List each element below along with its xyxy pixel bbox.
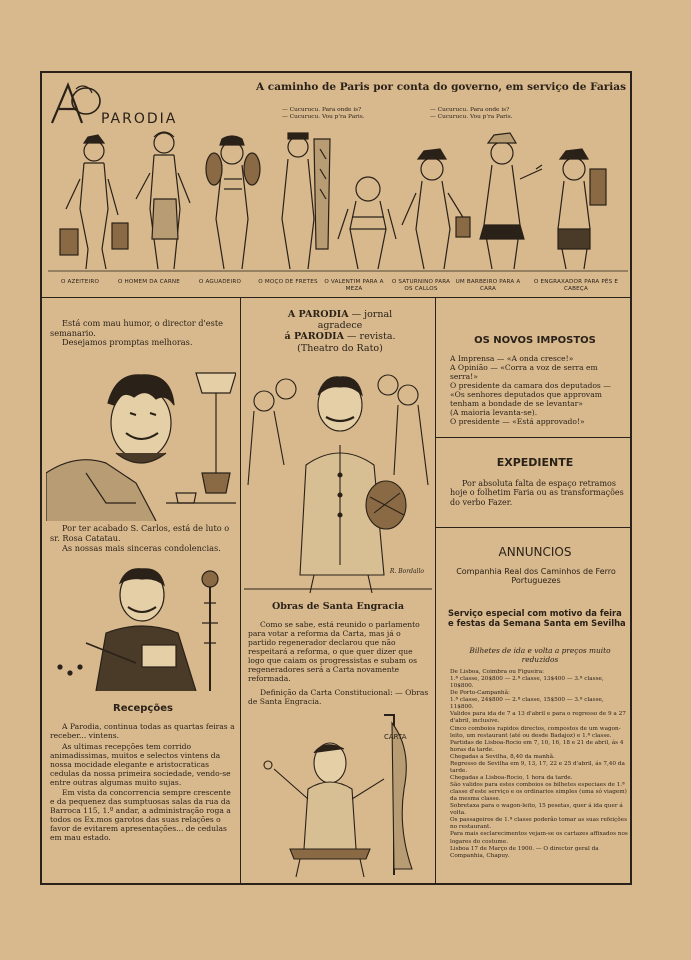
fine-print-line: Cinco comboios rapidos directos, compostos de um wagon-leito, um restaurant (até ou desde Badajoz) e 1.ª classe. [450,725,621,739]
section-divider [435,437,630,438]
thanks-text: agradece [317,320,363,332]
fine-print-line: São validos para estes comboios os bilhetes especiaes de 1.ª classe d'este serviço e os ordinarios simples (uma só viagem) da mesma classe. [450,782,627,803]
caricature-procession [48,129,628,277]
figure-caption: O HOMEM DA CARNE [117,279,181,285]
company-name: Companhia Real dos Caminhos de Ferro Portuguezes [456,567,616,586]
figure-caption: O ENGRAXADOR PARA PÉS E CABEÇA [533,279,619,292]
newspaper-page [40,71,632,885]
parodia-crowd-illustration [244,365,432,595]
fine-print-line: Partidas de Lisboa-Rocio em 7, 10, 16, 18 e 21 de abril, ás 4 horas da tarde. [450,739,624,753]
column-divider [435,297,436,885]
director-illustration [46,353,236,521]
fine-print-line: 1.ª classe, 20$800 — 2.ª classe, 13$400 — 3.ª classe, 10$800. [450,676,604,690]
column-divider [240,297,241,885]
paragraph: A Parodia, continua todas as quartas feiras a receber... vintens. [50,722,235,740]
dialogue-line: — Cucurucu. Vou p'ra Paris. [282,113,365,120]
dialogue-line: — Cucurucu. Vou p'ra Paris. [430,113,513,120]
impostos-title: OS NOVOS IMPOSTOS [474,335,596,346]
fine-print [450,669,628,860]
thanks-text: — jornal [351,309,393,320]
fine-print-line: Chegadas a Sevilha, 8,40 da manhã. [450,753,555,760]
dialogue-line: O presidente da camara dos deputados — «Os senhores deputados que approvam tenham a bondade de se levantar» [450,380,611,408]
carta-illustration [244,709,432,879]
impostos-dialogue [450,355,626,427]
fine-print-line: Lisboa 17 de Março de 1900. — O director geral da Companhia, Chapuy. [450,845,599,859]
theatre-note: (Theatro do Rato) [297,342,383,354]
fine-print-line: Validos para ida de 7 a 13 d'abril e para o regresso de 9 a 27 d'abril, inclusive. [450,711,626,725]
paragraph: Por ter acabado S. Carlos, está de luto o sr. Rosa Catatau. [50,523,230,543]
dialogue-line: — Cucurucu. Para onde is? [430,107,510,113]
thanks-text: — revista. [347,331,396,343]
svg-text:PARODIA: PARODIA [101,111,178,127]
dialogue-line: A Opinião — «Corra a voz de serra em serra!» [450,362,598,381]
parodia-masthead [46,79,196,129]
figure-caption: O MOÇO DE FRETES [258,279,318,285]
masthead-name: A PARODIA [287,309,349,320]
dialogue-line: (A maioria levanta-se). [450,407,538,417]
carta-label: CARTA [384,733,407,741]
paragraph: As ultimas recepções tem corrido animadissimas, muitos e selectos vintens da nossa mocidade elegante e aristocraticas cedulas da nossa primeira sociedade, vendo-se entre outras algumas muito sujas. [50,742,231,787]
santa-engracia-title: Obras de Santa Engracia [271,601,404,612]
service-title: Serviço especial com motivo da feira e festas da Semana Santa em Sevilha [448,608,626,628]
bilhetes-note: Bilhetes de ida e volta a preços muito reduzidos [469,646,611,664]
annuncios-title: ANNUNCIOS [498,545,572,559]
dialogue-line: O presidente — «Está approvado!» [450,416,585,426]
paragraph: Por absoluta falta de espaço retramos hoje o folhetim Faria ou as transformações do verbo Fazer. [450,479,624,507]
paragraph: Definição da Carta Constitucional: — Obras de Santa Engracia. [248,688,429,706]
paragraph: Está com mau humor, o director d'este semanario. [50,318,223,338]
figure-caption: UM BARBEIRO PARA A CARA [455,279,521,292]
paragraph: Como se sabe, está reunido o parlamento para votar a reforma da Carta, mas já o partido regenerador declarou que não respeitará a reforma, o que quer dizer que logo que caiam os progressistas e subam os regeneradores será a Carta novamente reformada. [248,620,420,683]
dialogue-right [430,107,513,121]
fine-print-line: Sobretaxa para o wagon-leito, 15 pesetas, quer á ida quer á volta. [450,803,623,817]
parodia-thanks [248,309,432,354]
fine-print-line: Regresso de Sevilha em 9, 13, 17, 22 e 25 d'abril, ás 7,40 da tarde. [450,760,625,774]
figure-caption: O AZEITEIRO [60,279,100,285]
fine-print-line: De Porto-Campanhã: [450,690,510,697]
rosa-catatau-illustration [46,563,236,691]
figure-caption: O SATURNINO PARA OS CALLOS [391,279,451,292]
paragraph: Em vista da concorrencia sempre crescente e da pequenez das sumptuosas salas da rua da Barroca 115, 1.º andar, a administração roga a todos os Ex.mos garotos das suas relações o favor de evitarem apresentações... de cedulas em mau estado. [50,788,231,842]
recepcoes-title: Recepções [113,703,173,714]
dialogue-left [282,107,365,121]
paragraph: Desejamos promptas melhoras. [62,337,193,347]
masthead-name: á PARODIA [284,331,344,343]
figure-caption: O VALENTIM PARA A MEZA [324,279,384,292]
section-divider [42,297,630,298]
fine-print-line: Chegadas a Lisboa-Rocio, 1 hora da tarde. [450,774,573,781]
expediente-title: EXPEDIENTE [496,456,574,469]
fine-print-line: De Lisboa, Coimbra ou Figueira: [450,669,545,675]
artist-signature: R. Bordallo [389,567,424,575]
cartoon-title: A caminho de Paris por conta do governo, em serviço de Farias [256,81,626,93]
paragraph: As nossas mais sinceras condolencias. [62,543,221,553]
fine-print-line: 1.ª classe, 24$800 — 2.ª classe, 15$500 — 3.ª classe, 11$800. [450,697,604,711]
section-divider [435,527,630,528]
figure-caption: O AGUADEIRO [198,279,242,285]
dialogue-line: A Imprensa — «A onda cresce!» [450,354,574,363]
fine-print-line: Os passageiros de 1.ª classe poderão tomar as suas refeições no restaurant. [450,817,628,831]
fine-print-line: Para mais esclarecimentos vejam-se os cartazes affixados nos logares do costume. [450,831,628,845]
dialogue-line: — Cucurucu. Para onde is? [282,107,362,113]
